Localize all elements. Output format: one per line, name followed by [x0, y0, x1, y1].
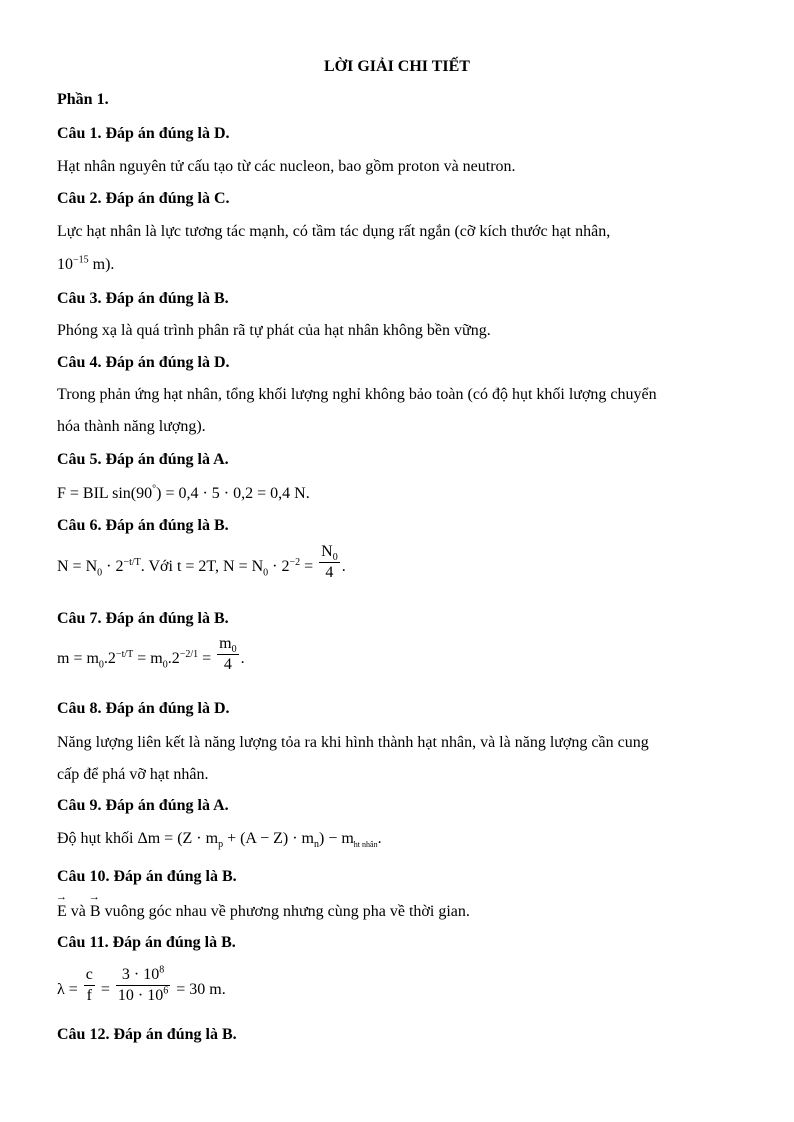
- q5-formula: F = BIL sin(90°) = 0,4 · 5 · 0,2 = 0,4 N.: [57, 483, 310, 502]
- q8-heading: Câu 8. Đáp án đúng là D.: [57, 700, 230, 717]
- q8-text-line2: cấp để phá vỡ hạt nhân.: [57, 766, 209, 783]
- q12-heading: Câu 12. Đáp án đúng là B.: [57, 1026, 237, 1043]
- q9-heading: Câu 9. Đáp án đúng là A.: [57, 797, 229, 814]
- q7-formula: $m = m_0.2^{-t/T} = m_0.2^{-2/1}$ = $\frac{m_0}{4}$ .: [57, 635, 245, 673]
- q1-text: Hạt nhân nguyên tử cấu tạo từ các nucleon, bao gồm proton và neutron.: [57, 158, 516, 175]
- q3-text: Phóng xạ là quá trình phân rã tự phát của hạt nhân không bền vững.: [57, 322, 491, 339]
- q6-heading: Câu 6. Đáp án đúng là B.: [57, 517, 229, 534]
- q5-heading: Câu 5. Đáp án đúng là A.: [57, 451, 229, 468]
- q4-heading: Câu 4. Đáp án đúng là D.: [57, 354, 230, 371]
- q9-formula: Độ hụt khối $\Delta m = (Z \cdot m_p + (A - Z) \cdot m_n) - m_{ht nhân}$.: [57, 830, 382, 851]
- q2-text-line2: $10^{-15}$ m).: [57, 254, 115, 273]
- q4-text-line2: hóa thành năng lượng).: [57, 418, 206, 435]
- page-title: LỜI GIẢI CHI TIẾT: [324, 58, 470, 75]
- q4-text-line1: Trong phản ứng hạt nhân, tổng khối lượng nghỉ không bảo toàn (có độ hụt khối lượng chuyển: [57, 386, 657, 403]
- q10-text: → E và → B vuông góc nhau về phương nhưng cùng pha về thời gian.: [57, 903, 470, 921]
- q3-heading: Câu 3. Đáp án đúng là B.: [57, 290, 229, 307]
- part-heading: Phần 1.: [57, 91, 109, 108]
- q7-heading: Câu 7. Đáp án đúng là B.: [57, 610, 229, 627]
- q11-heading: Câu 11. Đáp án đúng là B.: [57, 934, 236, 951]
- q6-formula: $N = N_0 \cdot 2^{-t/T}$. Với t = 2T, $N = N_0 \cdot 2^{-2}$ = $\frac{N_0}{4}$ .: [57, 543, 346, 581]
- q10-heading: Câu 10. Đáp án đúng là B.: [57, 868, 237, 885]
- q1-heading: Câu 1. Đáp án đúng là D.: [57, 125, 230, 142]
- q2-text-line1: Lực hạt nhân là lực tương tác mạnh, có tầm tác dụng rất ngắn (cỡ kích thước hạt nhân,: [57, 223, 611, 240]
- q11-formula: λ = $\frac{c}{f}$ = $\frac{3 \cdot 10^8}{10 \cdot 10^6}$ = 30 m.: [57, 964, 226, 1004]
- q2-heading: Câu 2. Đáp án đúng là C.: [57, 190, 230, 207]
- q8-text-line1: Năng lượng liên kết là năng lượng tỏa ra khi hình thành hạt nhân, và là năng lượng cần cung: [57, 734, 649, 751]
